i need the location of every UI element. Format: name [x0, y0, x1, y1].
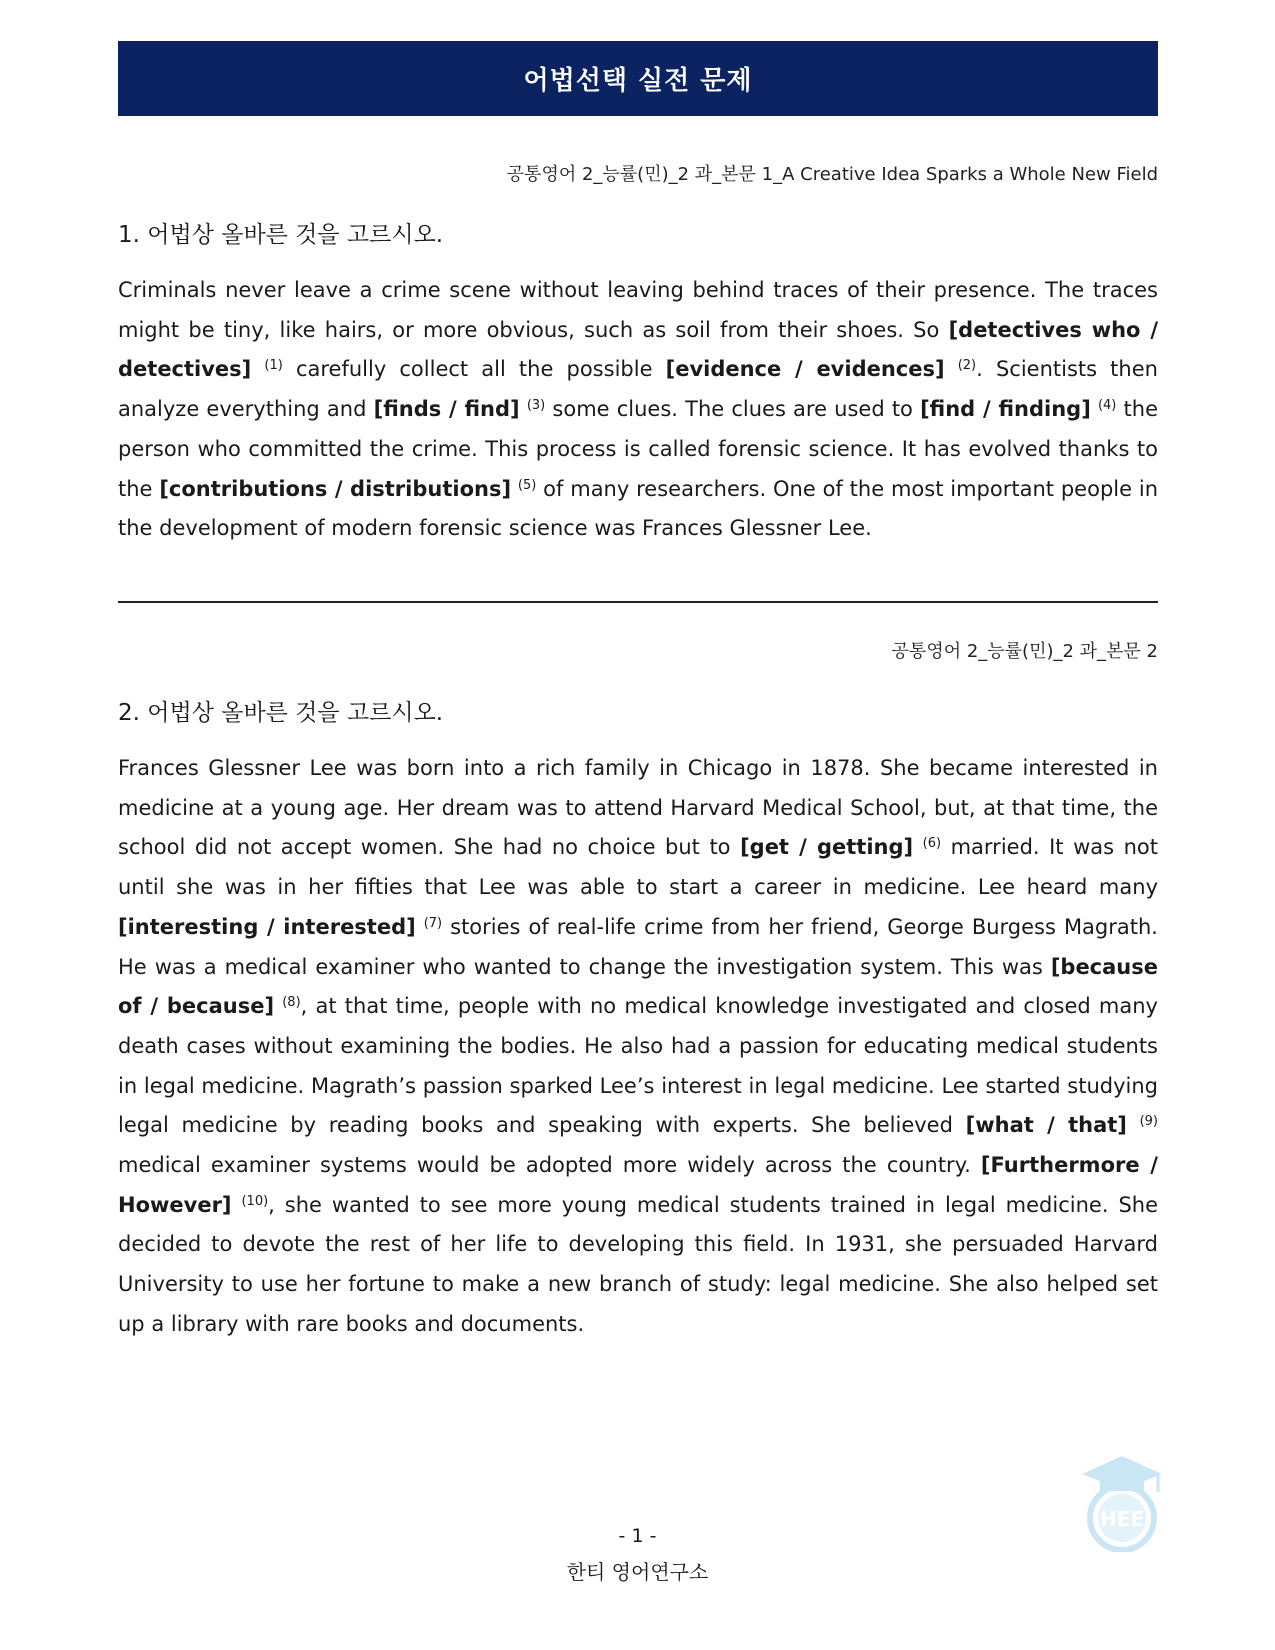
- svg-text:HEE: HEE: [1099, 1507, 1145, 1531]
- passage-text: of many researchers. One of the most important people in the development of modern forensic science was Frances Glessner Lee.: [118, 476, 1159, 541]
- passage-text: Frances Glessner Lee was born into a rich family in Chicago in 1878. She became interested in medicine at a young age. Her dream was to attend Harvard Medical School, but, at that time, the school did not accept women. She had no choice but to: [118, 756, 1158, 860]
- q1-passage: [118, 271, 1158, 549]
- passage-text: . Scientists then analyze everything and: [118, 357, 1158, 422]
- choice-10: [Furthermore / However]: [118, 1153, 1158, 1217]
- choice-number: (4): [1097, 398, 1117, 414]
- passage-text: , she wanted to see more young medical students trained in legal medicine. She decided to devote the rest of her life to developing this field. In 1931, she persuaded Harvard University to use her fortune to make a new branch of study: legal medicine. She also helped set up a library with rare books and documents.: [118, 1192, 1158, 1336]
- page-title-bar: [118, 41, 1158, 116]
- passage-text: married. It was not until she was in her fifties that Lee was able to start a career in medicine. Lee heard many: [118, 835, 1158, 900]
- choice-9: [what / that]: [965, 1113, 1127, 1138]
- choice-6: [get / getting]: [740, 835, 914, 860]
- choice-number: (2): [957, 358, 977, 374]
- footer-org: 한티 영어연구소: [566, 1560, 709, 1584]
- choice-7: [interesting / interested]: [118, 914, 416, 939]
- choice-3: [finds / find]: [373, 397, 520, 422]
- passage-text: some clues. The clues are used to: [545, 397, 921, 422]
- q1-source: 공통영어 2_능률(민)_2 과_본문 1_A Creative Idea Sparks a Whole New Field: [506, 164, 1158, 185]
- choice-4: [find / finding]: [920, 397, 1091, 422]
- choice-number: (1): [264, 358, 283, 374]
- passage-text: the person who committed the crime. This process is called forensic science. It has evolved thanks to the: [118, 397, 1159, 501]
- choice-number: (8): [282, 995, 301, 1011]
- q1-prompt: 1. 어법상 올바른 것을 고르시오.: [118, 222, 444, 248]
- choice-number: (5): [517, 477, 537, 493]
- q2-prompt: 2. 어법상 올바른 것을 고르시오.: [118, 700, 444, 726]
- passage-text: , at that time, people with no medical knowledge investigated and closed many death cases without examining the bodies. He also had a passion for educating medical students in legal medicine. Magrath’s passion sparked Lee’s interest in legal medicine. Lee started studying legal medicine by reading books and speaking with experts. She believed: [118, 994, 1158, 1138]
- choice-5: [contributions / distributions]: [159, 476, 512, 501]
- choice-number: (9): [1139, 1114, 1158, 1130]
- passage-text: medical examiner systems would be adopted more widely across the country.: [118, 1153, 981, 1178]
- choice-1: [detectives who / detectives]: [118, 317, 1158, 382]
- choice-8: [because of / because]: [118, 954, 1158, 1019]
- choice-number: (3): [526, 398, 546, 414]
- choice-2: [evidence / evidences]: [665, 357, 945, 382]
- passage-text: stories of real-life crime from her friend, George Burgess Magrath. He was a medical examiner who wanted to change the investigation system. This was: [118, 914, 1158, 979]
- q2-passage: [118, 749, 1158, 1345]
- section-divider: [118, 601, 1158, 603]
- page-number: - 1 -: [618, 1525, 657, 1547]
- passage-text: carefully collect all the possible: [282, 357, 666, 382]
- page-title: 어법선택 실전 문제: [523, 66, 753, 96]
- q2-source: 공통영어 2_능률(민)_2 과_본문 2: [891, 641, 1158, 662]
- choice-number: (6): [922, 836, 942, 852]
- passage-text: Criminals never leave a crime scene without leaving behind traces of their presence. The traces might be tiny, like hairs, or more obvious, such as soil from their shoes. So: [118, 278, 1158, 342]
- choice-number: (7): [423, 915, 443, 931]
- choice-number: (10): [241, 1193, 269, 1209]
